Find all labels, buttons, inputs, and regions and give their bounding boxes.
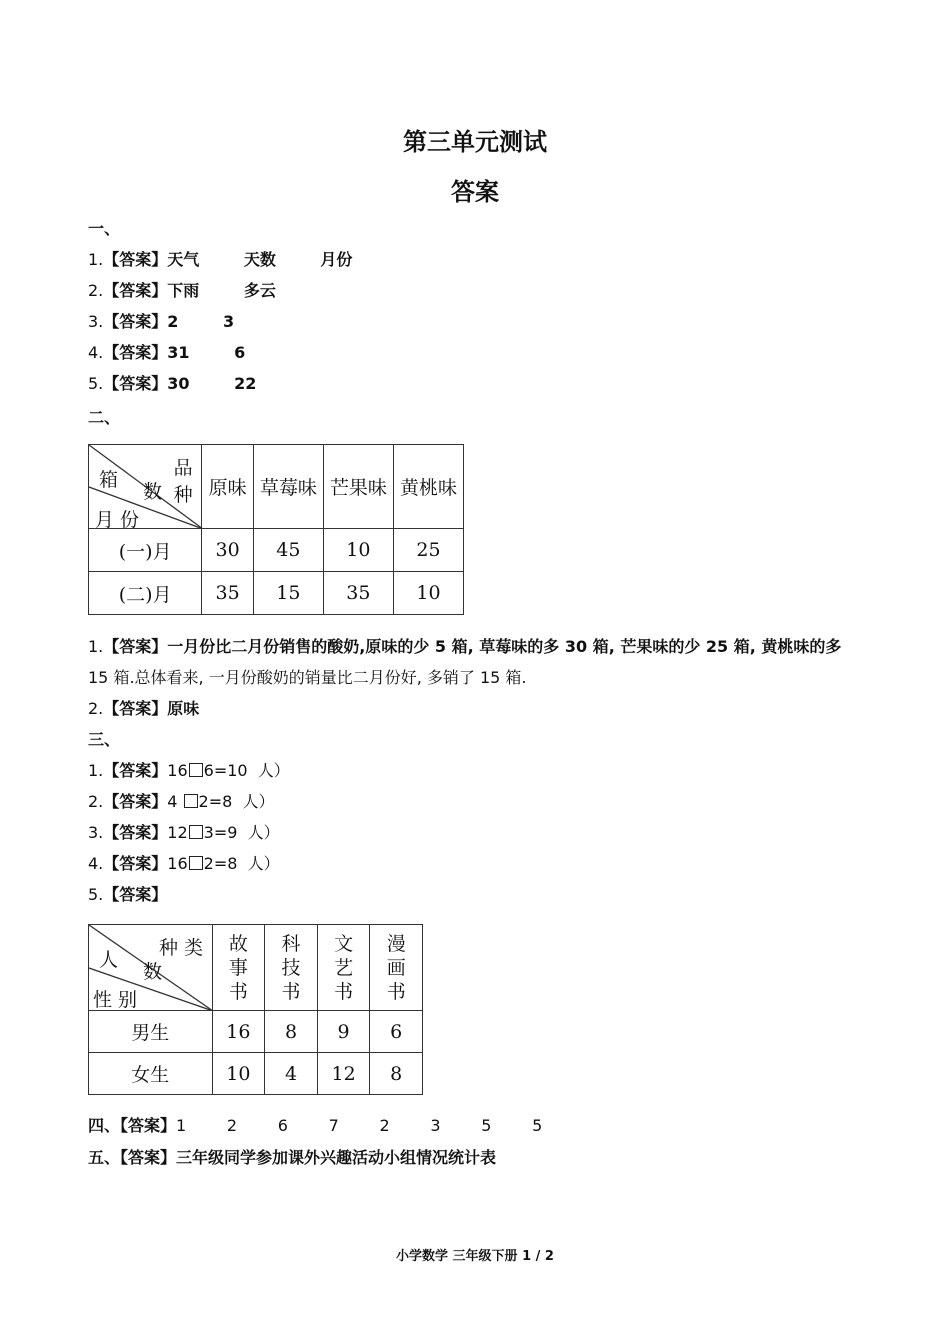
table2-row-label: 女生 (89, 1053, 213, 1095)
table1-cell: 10 (393, 572, 463, 615)
answer-tag: 【答案】 (103, 312, 168, 331)
missing-operator-box (189, 825, 203, 839)
missing-operator-box (189, 856, 203, 870)
answer-number: 4. (88, 343, 104, 362)
table1-cell: 45 (253, 529, 323, 572)
answer-tag: 【答案】 (103, 885, 168, 904)
answer-text: 天气 天数 月份 (167, 250, 353, 269)
part2-q2-text: 原味 (167, 699, 200, 718)
answer-tag: 【答案】 (120, 1148, 177, 1167)
part5-answer: 三年级同学参加课外兴趣活动小组情况统计表 (176, 1148, 497, 1167)
answer-tag: 【答案】 (103, 761, 168, 780)
table1-cell: 25 (393, 529, 463, 572)
table1-cell: 35 (202, 572, 253, 615)
vertical-header-text: 漫画书 (386, 932, 406, 1003)
table1-header: 原味 (202, 445, 253, 529)
table1-cell: 30 (202, 529, 253, 572)
table-reading-groups (88, 924, 423, 1095)
part2-q2-num: 2. (88, 699, 104, 718)
answer-tag: 【答案】 (103, 792, 168, 811)
part1-answer-line (88, 374, 256, 394)
answer-number: 4. (88, 854, 104, 873)
answer-number: 5. (88, 374, 104, 393)
answer-tag: 【答案】 (103, 637, 168, 656)
answer-tag: 【答案】 (103, 823, 168, 842)
answer-text: 31 6 (167, 343, 246, 362)
part4 (88, 1116, 542, 1136)
section-5-heading: 五、 (88, 1148, 121, 1167)
part3-q5-num: 5. (88, 885, 104, 904)
table1-corner-cell (89, 445, 202, 529)
section-1-heading: 一、 (88, 219, 121, 238)
answer-number: 1. (88, 761, 104, 780)
part2-q1-line2: 15 箱.总体看来, 一月份酸奶的销量比二月份好, 多销了 15 箱. (88, 668, 527, 687)
answer-text: 下雨 多云 (167, 281, 276, 300)
answer-result: 2=8 人） (198, 792, 275, 811)
table1-corner-top: 品 种 (173, 457, 193, 506)
table2-cell: 8 (370, 1053, 423, 1095)
answer-number: 3. (88, 823, 104, 842)
table2-cell: 9 (317, 1011, 370, 1053)
table2-corner-top: 种 类 (159, 937, 204, 959)
answer-number: 1. (88, 250, 104, 269)
table2-cell: 12 (317, 1053, 370, 1095)
part1-answer-line (88, 343, 245, 363)
vertical-header-text: 故事书 (228, 932, 248, 1003)
answer-operand: 4 (167, 792, 183, 811)
missing-operator-box (184, 794, 198, 808)
answer-tag: 【答案】 (120, 1116, 177, 1135)
section-2-heading: 二、 (88, 408, 121, 427)
part3-answer-line (88, 854, 280, 874)
table2-row-label: 男生 (89, 1011, 213, 1053)
part4-answers: 1 2 6 7 2 3 5 5 (176, 1116, 543, 1135)
table2-cell: 10 (212, 1053, 265, 1095)
table2-corner-bottom: 性 别 (93, 989, 138, 1011)
answer-tag: 【答案】 (103, 343, 168, 362)
table1-cell: 15 (253, 572, 323, 615)
vertical-header-text: 科技书 (281, 932, 301, 1003)
table1-cell: 10 (323, 529, 393, 572)
part5 (88, 1148, 496, 1168)
table1-corner-bottom: 月 份 (95, 509, 140, 531)
table-row (89, 1053, 423, 1095)
table2-corner-left: 人 (99, 949, 119, 971)
table2-cell: 4 (265, 1053, 318, 1095)
answer-tag: 【答案】 (103, 281, 168, 300)
part2-q1-num: 1. (88, 637, 104, 656)
table-yogurt-sales (88, 444, 464, 615)
answer-text: 30 22 (167, 374, 257, 393)
table-row (89, 1011, 423, 1053)
part2-q1-line1 (88, 637, 841, 657)
part3-answer-line (88, 761, 290, 781)
part1-answer-line (88, 250, 352, 270)
vertical-header-text: 文艺书 (334, 932, 354, 1003)
table2-header (317, 925, 370, 1011)
table-row (89, 572, 464, 615)
answer-text: 2 3 (167, 312, 235, 331)
answer-tag: 【答案】 (103, 250, 168, 269)
table2-header (265, 925, 318, 1011)
answer-tag: 【答案】 (103, 699, 168, 718)
part1-answer-line (88, 312, 234, 332)
answer-tag: 【答案】 (103, 374, 168, 393)
missing-operator-box (189, 763, 203, 777)
answer-number: 2. (88, 281, 104, 300)
table1-row-label: (二)月 (89, 572, 202, 615)
table1-row-label: (一)月 (89, 529, 202, 572)
answer-number: 2. (88, 792, 104, 811)
section-4-heading: 四、 (88, 1116, 121, 1135)
answer-number: 3. (88, 312, 104, 331)
table2-cell: 16 (212, 1011, 265, 1053)
table1-corner-mid: 数 (143, 481, 163, 503)
table2-cell: 8 (265, 1011, 318, 1053)
table2-header (212, 925, 265, 1011)
part3-answer-line (88, 792, 275, 812)
table1-header: 黄桃味 (393, 445, 463, 529)
table1-header: 草莓味 (253, 445, 323, 529)
section-3-heading: 三、 (88, 730, 121, 749)
answer-operand: 16 (167, 854, 188, 873)
part3-answer-line (88, 823, 280, 843)
table-row (89, 529, 464, 572)
part2-q2 (88, 699, 199, 719)
answer-tag: 【答案】 (103, 854, 168, 873)
part3-q5 (88, 885, 167, 905)
table1-cell: 35 (323, 572, 393, 615)
table2-corner-mid: 数 (143, 961, 163, 983)
page-footer: 小学数学 三年级下册 1 / 2 (396, 1249, 554, 1264)
page-subtitle: 答案 (451, 178, 499, 206)
table1-header: 芒果味 (323, 445, 393, 529)
answer-result: 3=9 人） (203, 823, 280, 842)
part1-answer-line (88, 281, 276, 301)
table2-header (370, 925, 423, 1011)
answer-result: 2=8 人） (203, 854, 280, 873)
answer-result: 6=10 人） (203, 761, 290, 780)
table2-cell: 6 (370, 1011, 423, 1053)
answer-operand: 12 (167, 823, 188, 842)
table2-corner-cell (89, 925, 213, 1011)
answer-operand: 16 (167, 761, 188, 780)
table1-corner-left: 箱 (99, 469, 119, 491)
part2-q1-text: 一月份比二月份销售的酸奶,原味的少 5 箱, 草莓味的多 30 箱, 芒果味的少 25 箱, 黄桃味的多 (167, 637, 842, 656)
page-title: 第三单元测试 (403, 128, 547, 156)
